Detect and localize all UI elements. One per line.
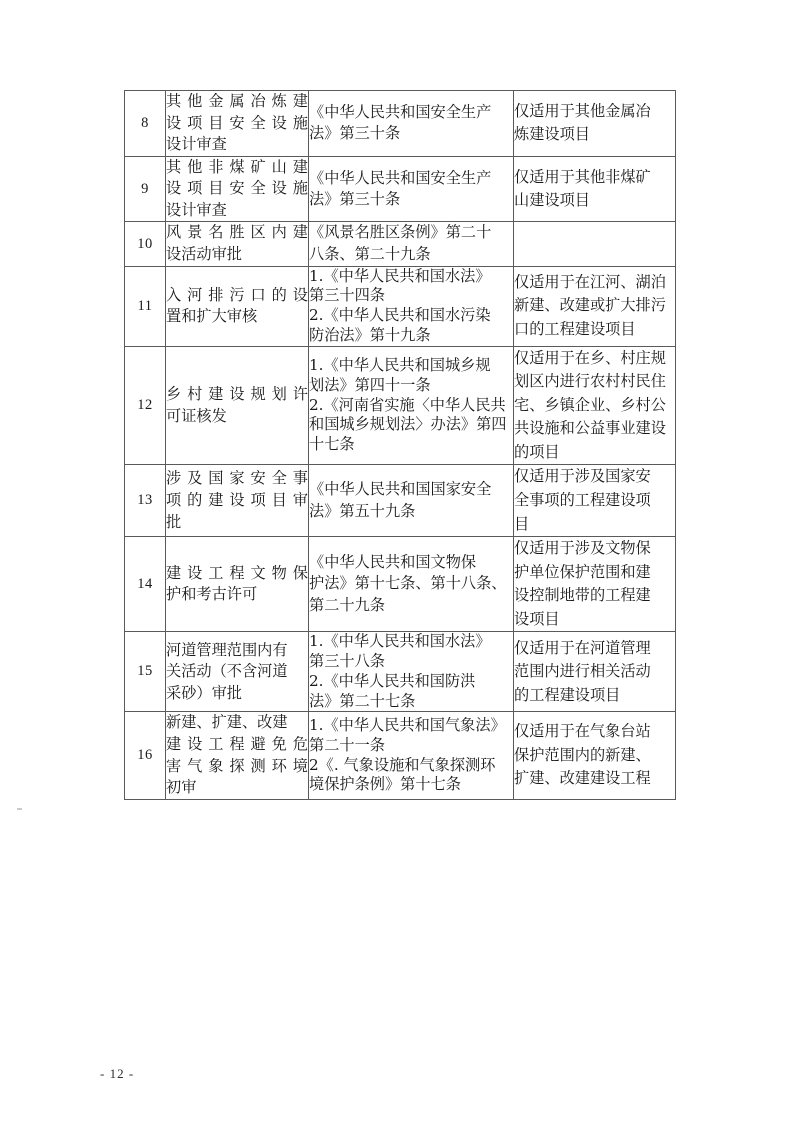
applicability-note-line: 设项目 <box>514 609 560 628</box>
glyph: 划 <box>271 384 287 403</box>
table-body <box>125 91 676 800</box>
glyph: 其 <box>166 92 182 110</box>
glyph: 象 <box>208 756 224 775</box>
glyph: 非 <box>208 157 224 176</box>
row-number-cell: 12 <box>125 346 166 465</box>
legal-basis-line: 八条、第二十九条 <box>309 245 431 264</box>
row-number-cell: 8 <box>125 91 166 157</box>
glyph: 设 <box>229 490 245 509</box>
glyph: 的 <box>271 285 287 304</box>
legal-basis-line: 划法》第四十一条 <box>309 375 431 394</box>
legal-basis-line: 第二十九条 <box>309 596 385 615</box>
applicability-note-cell <box>514 156 676 222</box>
glyph: 山 <box>271 157 287 176</box>
matter-name-cell <box>166 712 309 799</box>
glyph: 项 <box>187 113 203 132</box>
glyph: 程 <box>229 563 245 582</box>
glyph: 安 <box>229 113 245 132</box>
glyph: 金 <box>208 92 224 110</box>
legal-basis-line: 1.《中华人民共和国城乡规 <box>309 356 491 375</box>
applicability-note-cell <box>514 712 676 799</box>
matter-name-line: 批 <box>166 512 182 531</box>
glyph: 矿 <box>250 157 266 176</box>
legal-basis-line: 法》第五十九条 <box>309 501 416 520</box>
matter-name-cell <box>166 632 309 712</box>
row-number-cell: 14 <box>125 537 166 632</box>
row-number-cell: 10 <box>125 222 166 266</box>
glyph: 安 <box>250 469 266 488</box>
glyph: 及 <box>187 469 203 488</box>
row-number-cell: 16 <box>125 712 166 799</box>
glyph: 设 <box>166 113 182 132</box>
glyph: 设 <box>271 179 287 198</box>
glyph: 全 <box>250 113 266 132</box>
matter-name-line: 护和考古许可 <box>166 585 258 604</box>
applicability-note-line: 山建设项目 <box>514 191 590 210</box>
matter-name-line: 置和扩大审核 <box>166 307 258 326</box>
matter-name-line: 设计审查 <box>166 200 227 219</box>
matter-name-cell <box>166 222 309 266</box>
matter-name-cell <box>166 346 309 465</box>
glyph: 环 <box>271 756 287 775</box>
matter-name-line <box>166 113 308 135</box>
glyph: 胜 <box>229 223 245 242</box>
matter-name-line <box>166 91 308 113</box>
glyph: 其 <box>166 157 182 176</box>
applicability-note-line: 仅适用于涉及国家安 <box>514 467 651 486</box>
glyph: 目 <box>208 113 224 132</box>
glyph: 全 <box>271 469 287 488</box>
matter-name-line <box>166 222 308 244</box>
applicability-note-cell <box>514 465 676 537</box>
legal-basis-line: 防治法》第十九条 <box>309 325 431 344</box>
glyph: 建 <box>292 223 308 242</box>
applicability-note-line: 扩建、改建建设工程 <box>514 769 651 788</box>
glyph: 测 <box>250 756 266 775</box>
legal-basis-line: 1.《中华人民共和国水法》 <box>309 266 491 285</box>
applicability-note-line: 设控制地带的工程建 <box>514 586 651 605</box>
matter-name-line <box>166 756 308 778</box>
matter-name-cell <box>166 91 309 157</box>
glyph: 境 <box>292 756 308 775</box>
legal-basis-cell <box>309 91 514 157</box>
applicability-note-cell <box>514 266 676 346</box>
glyph: 害 <box>166 756 182 775</box>
applicability-note-cell <box>514 346 676 465</box>
applicability-note-line: 仅适用于在河道管理 <box>514 638 651 657</box>
legal-basis-line: 第三十四条 <box>309 286 385 305</box>
glyph: 污 <box>229 285 245 304</box>
glyph: 冶 <box>250 92 266 110</box>
matter-name-line <box>166 285 308 307</box>
row-number-cell: 9 <box>125 156 166 222</box>
matter-name-line <box>166 384 308 406</box>
row-number-cell: 13 <box>125 465 166 537</box>
legal-basis-line: 第二十一条 <box>309 735 385 754</box>
legal-basis-line: 1.《中华人民共和国水法》 <box>309 632 491 651</box>
glyph: 安 <box>229 179 245 198</box>
matter-name-line: 设计审查 <box>166 135 227 154</box>
legal-basis-line: 1.《中华人民共和国气象法》 <box>309 716 506 735</box>
glyph: 建 <box>166 563 182 582</box>
glyph: 许 <box>292 384 308 403</box>
applicability-note-line: 仅适用于在江河、湖泊 <box>514 272 666 291</box>
legal-basis-line: 2.《中华人民共和国防洪 <box>309 671 476 690</box>
matter-name-line: 新建、扩建、改建 <box>166 713 288 732</box>
matter-name-line: 可证核发 <box>166 406 227 425</box>
glyph: 免 <box>271 734 287 753</box>
matter-name-line <box>166 734 308 756</box>
table-row <box>125 91 676 157</box>
glyph: 入 <box>166 285 182 304</box>
matter-name-line: 初审 <box>166 778 197 797</box>
applicability-note-cell <box>514 91 676 157</box>
legal-basis-line: 法》第三十条 <box>309 190 401 209</box>
glyph: 国 <box>208 469 224 488</box>
applicability-note-line: 全事项的工程建设项 <box>514 491 651 509</box>
legal-basis-cell <box>309 346 514 465</box>
matter-name-line: 采砂）审批 <box>166 683 242 702</box>
glyph: 区 <box>250 223 266 242</box>
glyph: 排 <box>208 285 224 304</box>
matter-name-line <box>166 490 308 512</box>
glyph: 施 <box>292 179 308 198</box>
table-row <box>125 156 676 222</box>
glyph: 程 <box>229 734 245 753</box>
page-number: - 12 - <box>100 1066 135 1081</box>
glyph: 施 <box>292 113 308 132</box>
matter-name-line <box>166 563 308 585</box>
applicability-note-line: 护单位保护范围和建 <box>514 562 651 581</box>
legal-basis-line: 《中华人民共和国国家安全 <box>309 480 492 499</box>
row-number-cell: 15 <box>125 632 166 712</box>
applicability-note-line: 口的工程建设项目 <box>514 319 636 338</box>
applicability-note-line: 的工程建设项目 <box>514 685 621 704</box>
glyph: 设 <box>229 384 245 403</box>
legal-basis-line: 和国城乡规划法〉办法》第四 <box>309 415 507 434</box>
legal-basis-line: 十七条 <box>309 435 355 454</box>
applicability-note-cell <box>514 222 676 266</box>
glyph: 建 <box>292 157 308 176</box>
glyph: 气 <box>187 756 203 775</box>
applicability-note-cell <box>514 632 676 712</box>
applicability-note-cell <box>514 537 676 632</box>
glyph: 工 <box>208 563 224 582</box>
glyph: 项 <box>187 179 203 198</box>
applicability-note-line: 范围内进行相关活动 <box>514 662 651 681</box>
applicability-note-line: 仅适用于在乡、村庄规 <box>514 348 666 367</box>
glyph: 文 <box>250 563 266 582</box>
glyph: 设 <box>166 179 182 198</box>
applicability-note-line: 的项目 <box>514 442 560 461</box>
glyph: 他 <box>187 157 203 176</box>
legal-basis-cell <box>309 266 514 346</box>
glyph: 目 <box>271 490 287 509</box>
glyph: 建 <box>208 490 224 509</box>
glyph: 河 <box>187 285 203 304</box>
glyph: 物 <box>271 563 287 582</box>
matter-name-line: 设活动审批 <box>166 245 242 264</box>
glyph: 设 <box>292 285 308 304</box>
glyph: 内 <box>271 223 287 242</box>
table-row <box>125 222 676 266</box>
glyph: 设 <box>187 734 203 753</box>
glyph: 保 <box>292 563 308 582</box>
glyph: 口 <box>250 285 266 304</box>
legal-basis-line: 《中华人民共和国安全生产 <box>309 102 492 121</box>
applicability-note-line: 宅、乡镇企业、乡村公 <box>514 395 666 414</box>
applicability-note-line: 保护范围内的新建、 <box>514 745 651 764</box>
legal-basis-cell <box>309 222 514 266</box>
glyph: 设 <box>187 563 203 582</box>
glyph: 景 <box>187 223 203 242</box>
legal-basis-line: 《中华人民共和国安全生产 <box>309 168 492 187</box>
glyph: 涉 <box>166 469 182 488</box>
applicability-note-line: 仅适用于其他非煤矿 <box>514 167 651 186</box>
scan-artifact <box>17 808 22 810</box>
legal-basis-line: 法》第二十七条 <box>309 691 416 710</box>
legal-basis-cell <box>309 156 514 222</box>
legal-basis-line: 第三十八条 <box>309 652 385 671</box>
legal-basis-line: 2.《中华人民共和国水污染 <box>309 306 491 325</box>
matter-name-line: 河道管理范围内有 <box>166 640 288 659</box>
glyph: 审 <box>292 490 308 509</box>
glyph: 建 <box>292 92 308 110</box>
approval-matters-table <box>124 90 676 800</box>
applicability-note-line: 新建、改建或扩大排污 <box>514 296 666 315</box>
glyph: 炼 <box>271 92 287 110</box>
legal-basis-line: 护法》第十七条、第十八条、 <box>309 574 507 593</box>
glyph: 目 <box>208 179 224 198</box>
matter-name-cell <box>166 465 309 537</box>
glyph: 探 <box>229 756 245 775</box>
glyph: 村 <box>187 384 203 403</box>
matter-name-line <box>166 178 308 200</box>
applicability-note-line: 仅适用于其他金属冶 <box>514 101 651 120</box>
matter-name-line <box>166 468 308 490</box>
legal-basis-cell <box>309 632 514 712</box>
table-row <box>125 537 676 632</box>
glyph: 全 <box>250 179 266 198</box>
legal-basis-line: 境保护条例》第十七条 <box>309 775 461 794</box>
glyph: 煤 <box>229 157 245 176</box>
glyph: 他 <box>187 92 203 110</box>
legal-basis-line: 法》第三十条 <box>309 124 401 143</box>
legal-basis-cell <box>309 465 514 537</box>
applicability-note-line: 仅适用于在气象台站 <box>514 722 651 741</box>
matter-name-cell <box>166 156 309 222</box>
applicability-note-line: 目 <box>514 514 530 533</box>
table-row <box>125 632 676 712</box>
row-number-cell: 11 <box>125 266 166 346</box>
glyph: 项 <box>250 490 266 509</box>
legal-basis-line: 《中华人民共和国文物保 <box>309 552 477 571</box>
legal-basis-cell <box>309 537 514 632</box>
matter-name-line <box>166 157 308 179</box>
glyph: 风 <box>166 223 182 242</box>
glyph: 事 <box>292 469 308 488</box>
glyph: 工 <box>208 734 224 753</box>
applicability-note-line: 划区内进行农村村民住 <box>514 372 666 391</box>
glyph: 设 <box>271 113 287 132</box>
matter-name-cell <box>166 266 309 346</box>
glyph: 规 <box>250 384 266 403</box>
applicability-note-line: 炼建设项目 <box>514 125 590 144</box>
glyph: 的 <box>187 490 203 509</box>
matter-name-line: 关活动（不含河道 <box>166 662 288 681</box>
legal-basis-line: 《风景名胜区条例》第二十 <box>309 223 492 242</box>
glyph: 名 <box>208 223 224 242</box>
matter-name-cell <box>166 537 309 632</box>
glyph: 避 <box>250 734 266 753</box>
applicability-note-line: 共设施和公益事业建设 <box>514 419 666 438</box>
glyph: 乡 <box>166 384 182 403</box>
glyph: 建 <box>166 734 182 753</box>
applicability-note-line: 仅适用于涉及文物保 <box>514 539 651 558</box>
table-row <box>125 346 676 465</box>
glyph: 项 <box>166 490 182 509</box>
table-row <box>125 266 676 346</box>
glyph: 家 <box>229 469 245 488</box>
glyph: 建 <box>208 384 224 403</box>
legal-basis-line: 2《. 气象设施和气象探测环 <box>309 755 496 774</box>
glyph: 属 <box>229 92 245 110</box>
glyph: 危 <box>292 734 308 753</box>
table-row <box>125 465 676 537</box>
legal-basis-cell <box>309 712 514 799</box>
table-row <box>125 712 676 799</box>
legal-basis-line: 2.《河南省实施〈中华人民共 <box>309 395 506 414</box>
